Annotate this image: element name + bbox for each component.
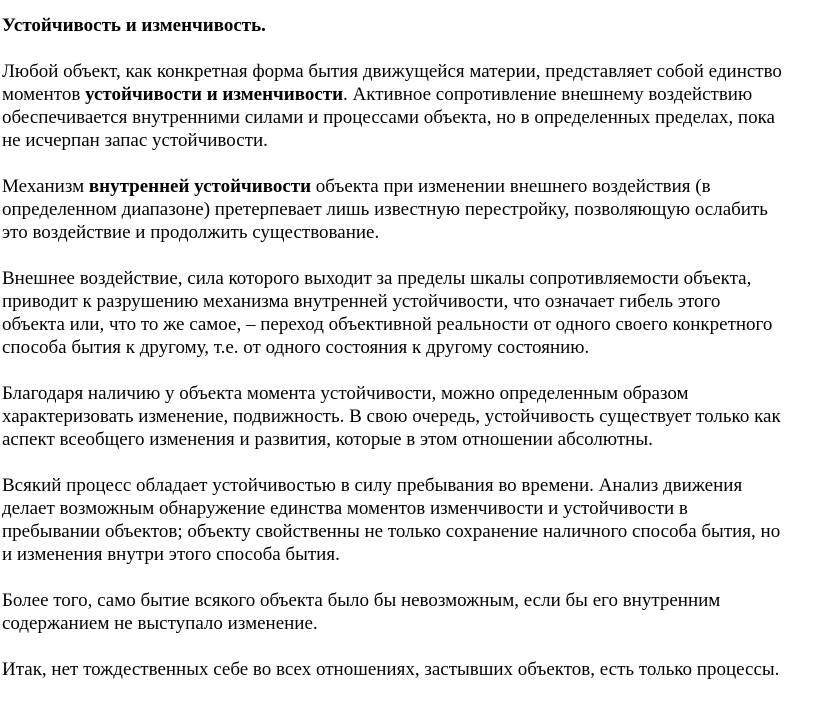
paragraph-2-line-3: это воздействие и продолжить существование. bbox=[2, 222, 380, 243]
paragraph-3-line-2: приводит к разрушению механизма внутренней устойчивости, что означает гибель этого bbox=[2, 291, 721, 312]
paragraph-1-line-1: Любой объект, как конкретная форма бытия движущейся материи, представляет собой единство bbox=[2, 61, 782, 82]
paragraph-2-line-1-text: Механизм bbox=[2, 176, 89, 197]
paragraph-4 bbox=[2, 382, 814, 451]
paragraph-3-line-3: объекта или, что то же самое, – переход объективной реальности от одного своего конкретного bbox=[2, 314, 773, 335]
paragraph-2 bbox=[2, 175, 814, 244]
paragraph-5 bbox=[2, 474, 814, 566]
paragraph-1-line-2 bbox=[2, 83, 814, 106]
paragraph-3-line-1: Внешнее воздействие, сила которого выходит за пределы шкалы сопротивляемости объекта, bbox=[2, 268, 752, 289]
paragraph-3 bbox=[2, 267, 814, 359]
paragraph-5-line-3: пребывании объектов; объекту свойственны не только сохранение наличного способа бытия, но bbox=[2, 521, 781, 542]
paragraph-5-line-1: Всякий процесс обладает устойчивостью в силу пребывания во времени. Анализ движения bbox=[2, 475, 743, 496]
paragraph-4-line-2: характеризовать изменение, подвижность. В свою очередь, устойчивость существует только как bbox=[2, 406, 781, 427]
paragraph-6-line-2: содержанием не выступало изменение. bbox=[2, 613, 318, 634]
paragraph-1 bbox=[2, 60, 814, 152]
paragraph-6 bbox=[2, 589, 814, 635]
paragraph-7-line-1: Итак, нет тождественных себе во всех отношениях, застывших объектов, есть только процессы. bbox=[2, 659, 780, 680]
paragraph-7 bbox=[2, 658, 814, 681]
paragraph-4-line-1: Благодаря наличию у объекта момента устойчивости, можно определенным образом bbox=[2, 383, 689, 404]
paragraph-2-line-1 bbox=[2, 175, 814, 198]
paragraph-5-line-4: и изменения внутри этого способа бытия. bbox=[2, 544, 340, 565]
paragraph-1-line-2-rest: . Активное сопротивление внешнему воздействию bbox=[343, 84, 753, 105]
paragraph-5-line-2: делает возможным обнаружение единства моментов изменчивости и устойчивости в bbox=[2, 498, 688, 519]
paragraph-1-bold-term: устойчивости и изменчивости bbox=[85, 84, 344, 105]
paragraph-1-line-3: обеспечивается внутренними силами и процессами объекта, но в определенных пределах, пока bbox=[2, 107, 775, 128]
document-body bbox=[2, 14, 814, 704]
paragraph-2-bold-term: внутренней устойчивости bbox=[88, 176, 312, 197]
paragraph-2-line-2: определенном диапазоне) претерпевает лишь известную перестройку, позволяющую ослабить bbox=[2, 199, 768, 220]
paragraph-1-line-2-text: моментов bbox=[2, 84, 86, 105]
paragraph-4-line-3: аспект всеобщего изменения и развития, которые в этом отношении абсолютны. bbox=[2, 429, 653, 450]
paragraph-6-line-1: Более того, само бытие всякого объекта было бы невозможным, если бы его внутренним bbox=[2, 590, 721, 611]
paragraph-1-line-4: не исчерпан запас устойчивости. bbox=[2, 130, 268, 151]
paragraph-3-line-4: способа бытия к другому, т.е. от одного состояния к другому состоянию. bbox=[2, 337, 590, 358]
paragraph-2-line-1-rest: объекта при изменении внешнего воздействия (в bbox=[311, 176, 711, 197]
document-title: Устойчивость и изменчивость. bbox=[2, 15, 266, 36]
